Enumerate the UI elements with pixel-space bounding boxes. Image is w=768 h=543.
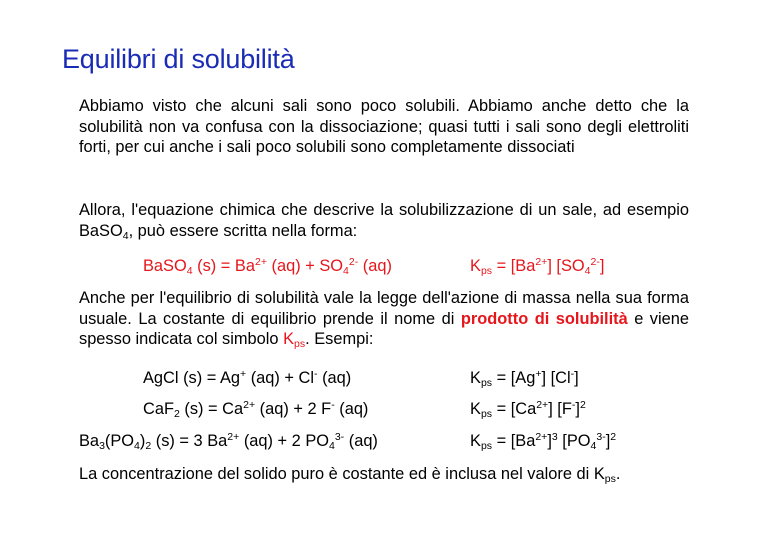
eq-sub: 4 bbox=[134, 440, 140, 452]
p4-text-a: La concentrazione del solido puro è costante ed è inclusa nel valore di K bbox=[79, 465, 605, 483]
eq-sup: 2+ bbox=[254, 256, 267, 268]
eq-sup: - bbox=[571, 399, 576, 411]
p2-text-b: , può essere scritta nella forma: bbox=[128, 221, 358, 240]
p3-text-b: e viene spesso indicata col simbolo bbox=[79, 309, 689, 349]
eq-text: = [Ag bbox=[492, 369, 536, 387]
eq-text: Ba bbox=[79, 432, 100, 450]
eq-sub: ps bbox=[480, 265, 493, 277]
p3-text-a: Anche per l'equilibrio di solubilità vale la legge dell'azione di massa nella sua forma usuale. La costante di equilibrio prende il nome di bbox=[79, 289, 689, 328]
eq-sup: 2+ bbox=[535, 256, 548, 268]
eq-text: ] bbox=[547, 432, 552, 450]
eq-sup: 2- bbox=[348, 256, 359, 268]
eq-text: ) bbox=[139, 432, 146, 450]
p2-sub: 4 bbox=[122, 229, 129, 242]
eq-text: = [Ba bbox=[492, 257, 536, 275]
agcl-equation bbox=[143, 368, 351, 388]
eq-sup: - bbox=[331, 399, 335, 411]
kps-symbol bbox=[283, 330, 306, 351]
p3-text-c: . Esempi: bbox=[305, 330, 374, 349]
eq-text: ] bbox=[605, 432, 611, 450]
kps-sub: ps bbox=[294, 338, 306, 351]
eq-text: ] [Cl bbox=[541, 369, 571, 387]
eq-sup: 2+ bbox=[227, 431, 240, 443]
eq-sup: 2+ bbox=[243, 399, 256, 411]
eq-sup: 3- bbox=[334, 431, 345, 443]
eq-text: (aq) bbox=[358, 257, 392, 275]
eq-sub: 4 bbox=[186, 265, 193, 277]
eq-text: ] [F bbox=[548, 400, 572, 418]
baso4-equation bbox=[143, 256, 392, 276]
eq-sub: ps bbox=[480, 440, 493, 452]
ba3po42-equation bbox=[79, 431, 378, 451]
eq-text: K bbox=[470, 257, 481, 275]
p2-text-a: Allora, l'equazione chimica che descrive la solubilizzazione di un sale, ad esempio BaSO bbox=[79, 201, 689, 240]
eq-sub: 4 bbox=[590, 440, 597, 452]
caf2-kps bbox=[470, 399, 586, 419]
eq-text: ] bbox=[574, 369, 579, 387]
eq-text: CaF bbox=[143, 400, 174, 418]
paragraph-kps-definition bbox=[79, 288, 689, 350]
eq-text: (s) = Ba bbox=[192, 257, 255, 275]
eq-sub: 3 bbox=[99, 440, 105, 452]
eq-sup: - bbox=[570, 368, 575, 380]
agcl-kps bbox=[470, 368, 579, 388]
eq-text: K bbox=[470, 432, 481, 450]
ba3po42-kps bbox=[470, 431, 616, 451]
eq-sub: 4 bbox=[584, 265, 591, 277]
eq-sup: - bbox=[314, 368, 318, 380]
eq-text: (aq) bbox=[334, 400, 369, 418]
kps-k: K bbox=[283, 330, 295, 349]
eq-sup: 3- bbox=[596, 431, 606, 443]
eq-text: K bbox=[470, 369, 481, 387]
p4-sub: ps bbox=[604, 473, 616, 485]
eq-text: (s) = 3 Ba bbox=[151, 432, 228, 450]
eq-text: (s) = Ca bbox=[179, 400, 244, 418]
eq-text: [PO bbox=[557, 432, 591, 450]
highlight-term: prodotto di solubilità bbox=[460, 309, 628, 328]
paragraph-equation-intro bbox=[79, 200, 689, 241]
eq-text: = [Ca bbox=[492, 400, 537, 418]
paragraph-intro: Abbiamo visto che alcuni sali sono poco solubili. Abbiamo anche detto che la solubilità non va confusa con la dissociazione; quasi tutti i sali sono degli elettroliti forti, per cui anche i sali poco solubili sono completamente dissociati bbox=[79, 97, 689, 157]
eq-sub: ps bbox=[480, 408, 493, 420]
eq-text: (aq) bbox=[317, 369, 352, 387]
eq-text: (aq) + 2 F bbox=[255, 400, 332, 418]
eq-text: K bbox=[470, 400, 481, 418]
eq-sup: 2+ bbox=[536, 399, 549, 411]
eq-text: (aq) bbox=[344, 432, 378, 450]
paragraph-conclusion bbox=[79, 464, 719, 485]
eq-sup: 2- bbox=[590, 256, 600, 268]
baso4-kps bbox=[470, 256, 604, 276]
eq-sup: + bbox=[240, 368, 247, 380]
eq-sub: ps bbox=[480, 377, 493, 389]
eq-sup: 2 bbox=[579, 399, 586, 411]
eq-text: (aq) + 2 PO bbox=[239, 432, 329, 450]
eq-sub: 2 bbox=[173, 408, 180, 420]
eq-text: (aq) + SO bbox=[266, 257, 344, 275]
page-title: Equilibri di solubilità bbox=[62, 44, 295, 74]
p4-text-b: . bbox=[615, 465, 621, 483]
eq-text: ] [SO bbox=[547, 257, 585, 275]
eq-text: AgCl (s) = Ag bbox=[143, 369, 241, 387]
eq-text: ] bbox=[599, 257, 605, 275]
eq-sub: 2 bbox=[145, 440, 152, 452]
eq-sub: 4 bbox=[343, 265, 349, 277]
eq-sup: 2+ bbox=[535, 431, 548, 443]
caf2-equation bbox=[143, 399, 368, 419]
eq-sup: 2 bbox=[610, 431, 617, 443]
eq-text: (aq) + Cl bbox=[246, 369, 315, 387]
eq-sup: + bbox=[535, 368, 542, 380]
eq-text: (PO bbox=[104, 432, 135, 450]
eq-sub: 4 bbox=[329, 440, 335, 452]
eq-text: BaSO bbox=[143, 257, 187, 275]
eq-text: ] bbox=[575, 400, 580, 418]
eq-sup: 3 bbox=[551, 431, 558, 443]
eq-text: = [Ba bbox=[492, 432, 536, 450]
